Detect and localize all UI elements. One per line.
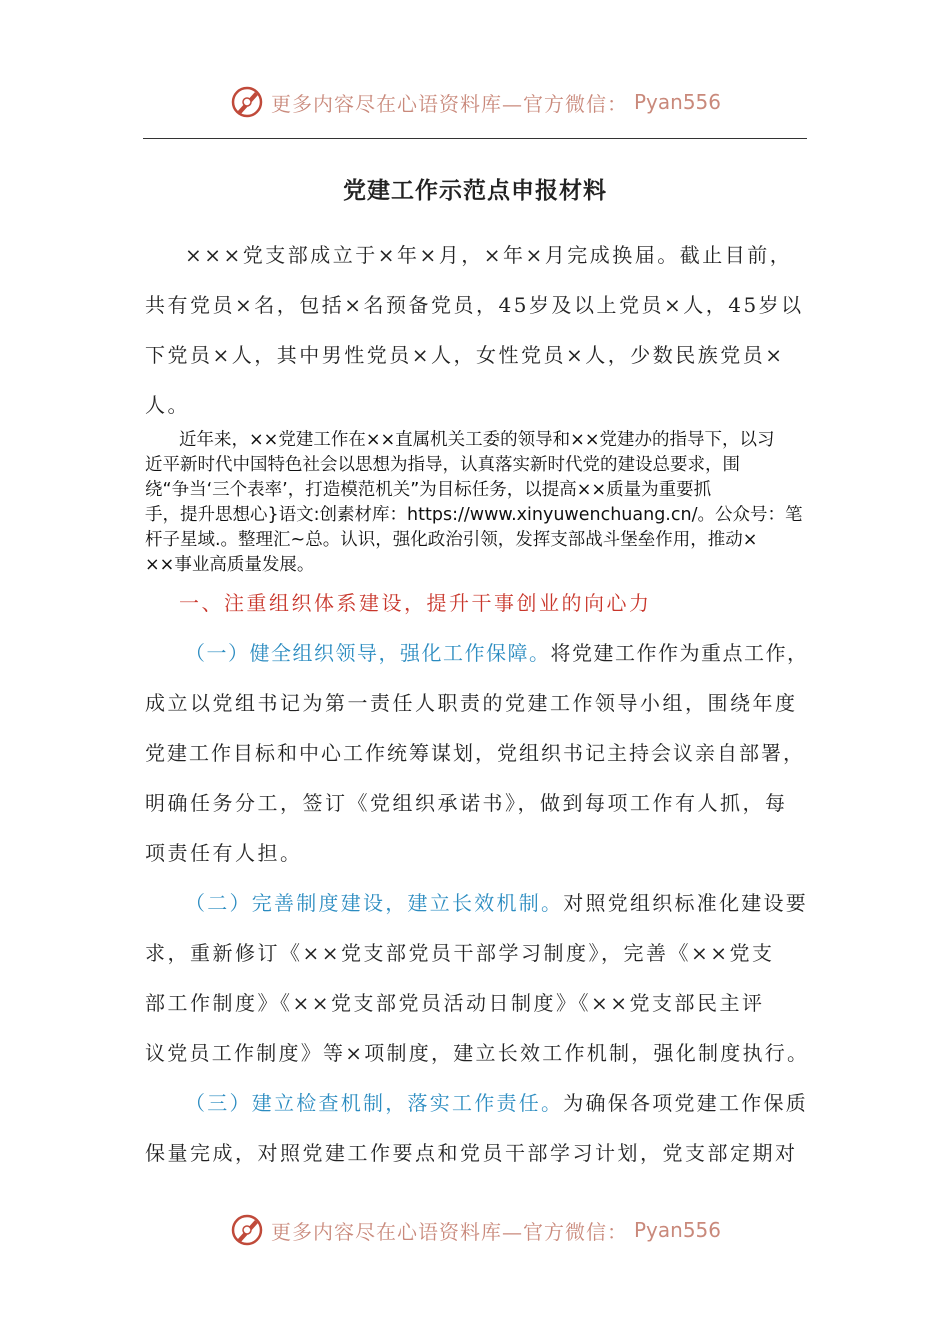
summary-line: 近年来，××党建工作在××直属机关工委的领导和××党建办的指导下，以习	[179, 430, 775, 450]
header-banner-text: 更多内容尽在心语资料库—官方微信：	[270, 91, 628, 116]
summary-line: 近平新时代中国特色社会以思想为指导，认真落实新时代党的建设总要求，围	[145, 455, 740, 475]
item-2-line: 部工作制度》《××党支部党员活动日制度》《××党支部民主评	[145, 991, 765, 1015]
item-3-subheading: （三）建立检查机制，落实工作责任。	[185, 1091, 564, 1115]
item-2-text: 对照党组织标准化建设要	[563, 891, 808, 915]
item-1-line: 明确任务分工，签订《党组织承诺书》，做到每项工作有人抓，每	[145, 791, 788, 815]
item-1-line: 成立以党组书记为第一责任人职责的党建工作领导小组，围绕年度	[145, 691, 798, 715]
summary-line: ××事业高质量发展。	[145, 555, 315, 575]
item-1-subheading: （一）健全组织领导，强化工作保障。	[185, 641, 551, 665]
item-2-line: 议党员工作制度》等×项制度，建立长效工作机制，强化制度执行。	[145, 1041, 810, 1065]
footer-banner-text: 更多内容尽在心语资料库—官方微信：	[270, 1219, 628, 1244]
document-title: 党建工作示范点申报材料	[343, 177, 607, 204]
intro-line: 下党员×人，其中男性党员×人，女性党员×人，少数民族党员×	[145, 343, 785, 367]
item-2-first-line	[145, 888, 809, 918]
intro-line: 人。	[145, 393, 190, 417]
summary-line: 杆子星域.。整理汇~总。认识，强化政治引领，发挥支部战斗堡垒作用，推动×	[145, 530, 758, 550]
header-banner	[0, 80, 950, 124]
summary-line: 绕“争当‘三个表率’，打造模范机关”为目标任务，以提高××质量为重要抓	[145, 480, 712, 500]
item-2-line: 求，重新修订《××党支部党员干部学习制度》，完善《××党支	[145, 941, 775, 965]
footer-banner-handle: Pyan556	[633, 1218, 721, 1242]
header-divider	[143, 138, 807, 139]
item-1-line: 项责任有人担。	[145, 841, 303, 865]
section-1-heading: 一、注重组织体系建设，提升干事创业的向心力	[179, 591, 652, 615]
summary-line: 手，提升思想心}语文:创素材库：https://www.xinyuwenchuang.cn/。公众号：笔	[145, 505, 803, 525]
pen-logo-icon	[229, 84, 265, 120]
item-3-text: 为确保各项党建工作保质	[563, 1091, 808, 1115]
item-1-text: 将党建工作作为重点工作，	[550, 641, 809, 665]
intro-line: 共有党员×名，包括×名预备党员，45岁及以上党员×人，45岁以	[145, 293, 804, 317]
item-2-subheading: （二）完善制度建设，建立长效机制。	[185, 891, 564, 915]
footer-banner	[0, 1208, 950, 1252]
pen-logo-icon	[229, 1212, 265, 1248]
item-1-line: 党建工作目标和中心工作统筹谋划，党组织书记主持会议亲自部署，	[145, 741, 805, 765]
item-3-first-line	[145, 1088, 809, 1118]
intro-line: ×××党支部成立于×年×月，×年×月完成换届。截止目前，	[185, 243, 793, 267]
header-banner-handle: Pyan556	[633, 90, 721, 114]
item-3-line: 保量完成，对照党建工作要点和党员干部学习计划，党支部定期对	[145, 1141, 798, 1165]
item-1-first-line	[145, 638, 809, 668]
